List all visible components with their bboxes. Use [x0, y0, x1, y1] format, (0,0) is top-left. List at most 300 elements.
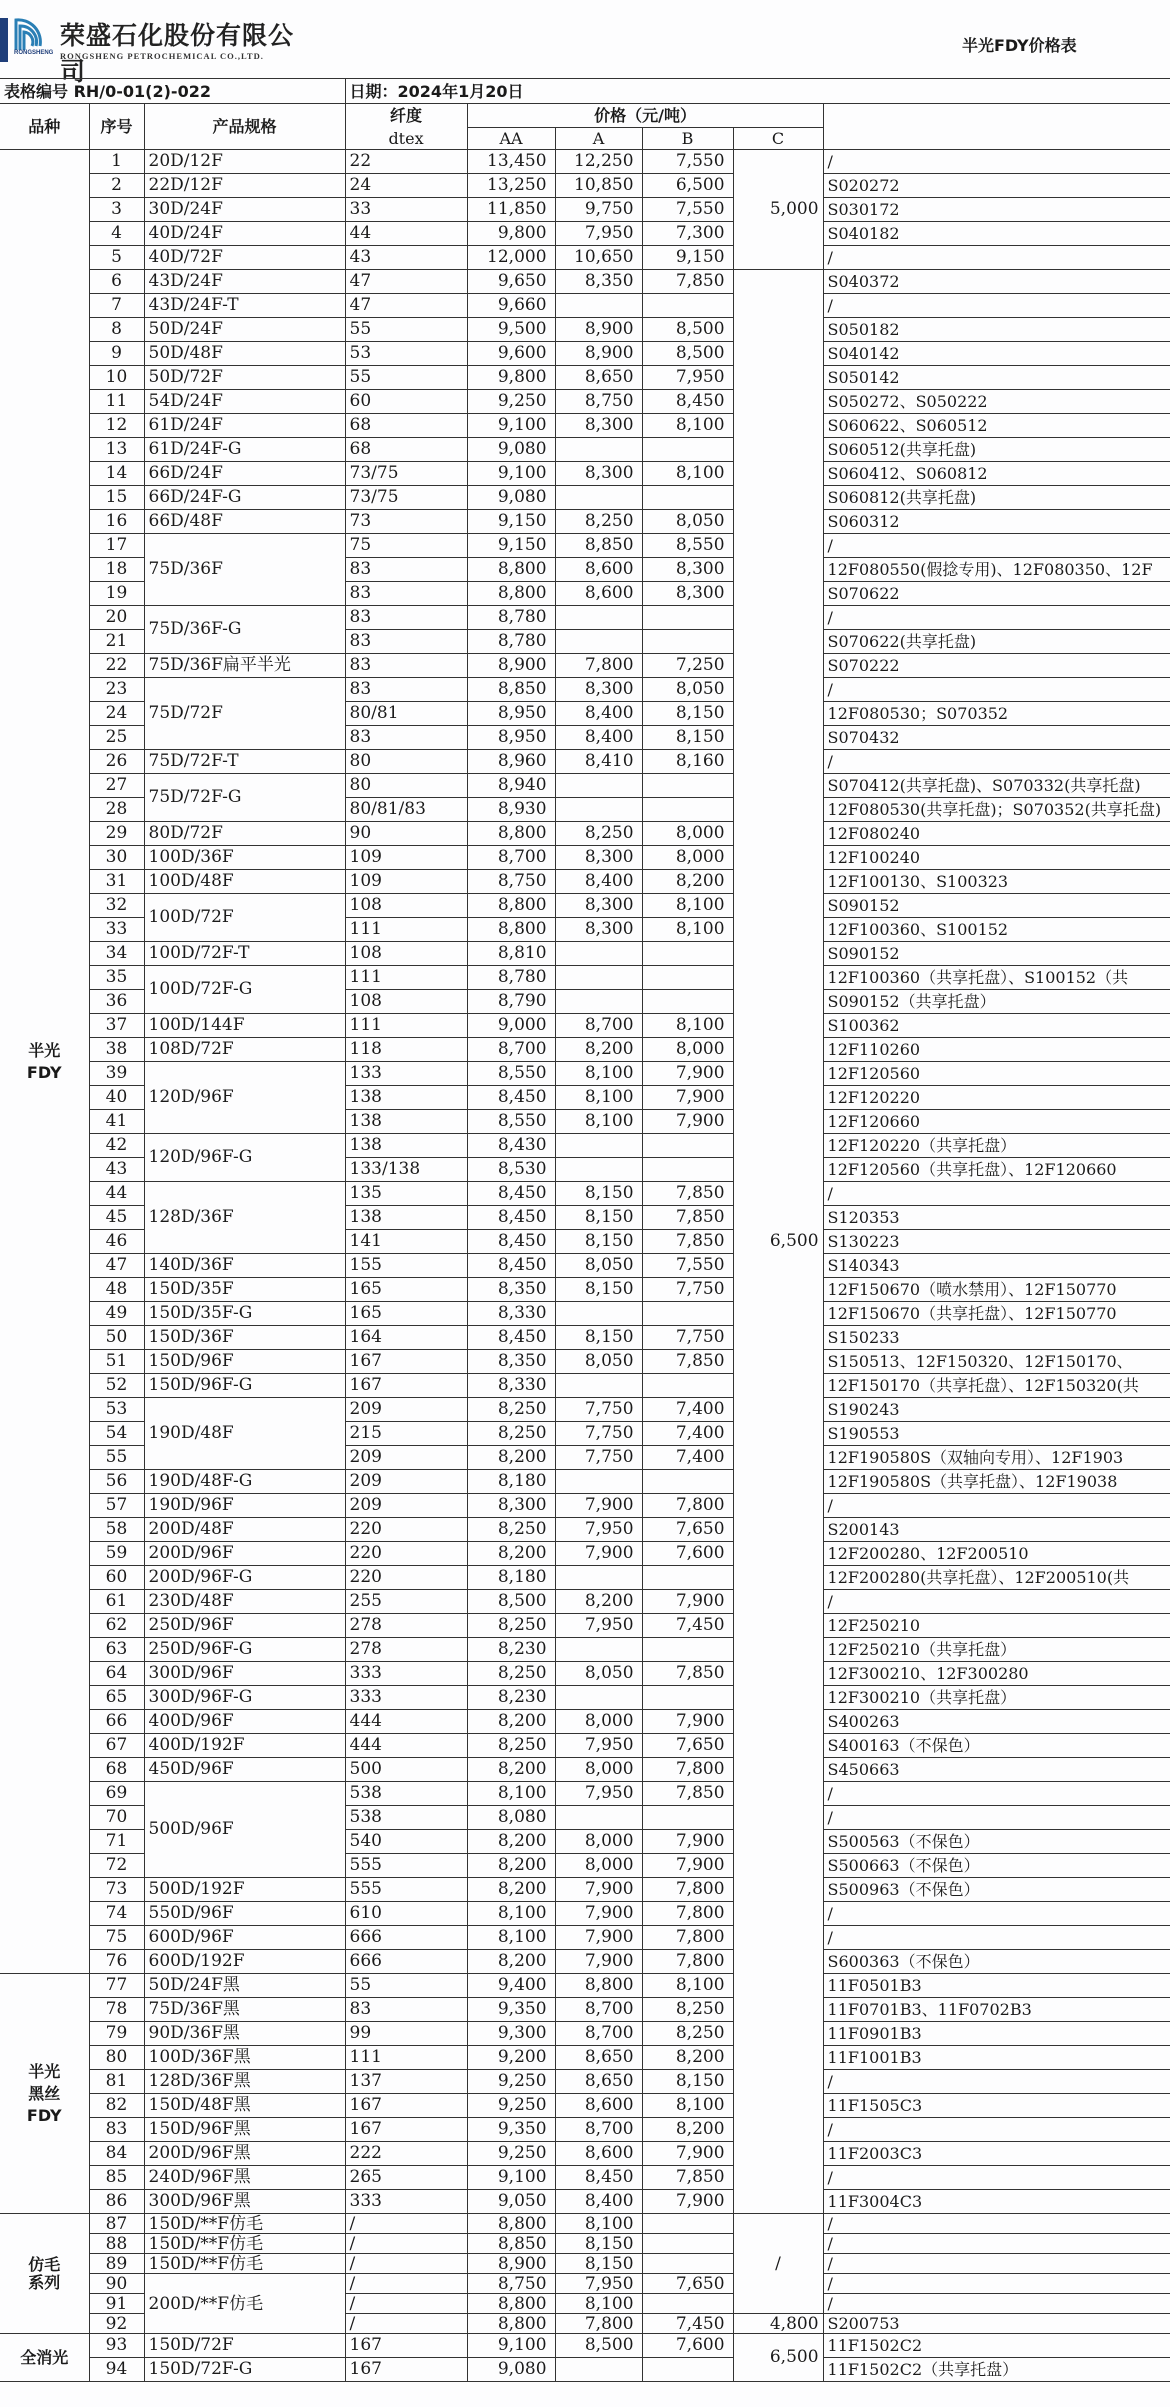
- batch-notes: S050142: [823, 366, 1170, 390]
- price-b: 8,550: [642, 534, 733, 558]
- batch-notes: S060812(共享托盘): [823, 486, 1170, 510]
- table-row: [0, 222, 1170, 246]
- price-aa: 8,450: [467, 1326, 555, 1350]
- price-b: [642, 1686, 733, 1710]
- batch-notes: 11F0501B3: [823, 1974, 1170, 1998]
- price-a: 8,150: [555, 1230, 642, 1254]
- price-aa: 8,900: [467, 654, 555, 678]
- price-aa: 8,800: [467, 582, 555, 606]
- batch-notes: 12F250210（共享托盘）: [823, 1638, 1170, 1662]
- price-b: [642, 774, 733, 798]
- price-b: [642, 2294, 733, 2314]
- batch-notes: 11F1505C3: [823, 2094, 1170, 2118]
- batch-notes: 12F080240: [823, 822, 1170, 846]
- batch-notes: S130223: [823, 1230, 1170, 1254]
- table-row: [0, 246, 1170, 270]
- row-number: 23: [89, 678, 144, 702]
- price-b: 8,500: [642, 318, 733, 342]
- table-row: [0, 318, 1170, 342]
- product-spec: 200D/96F: [144, 1542, 345, 1566]
- price-b: [642, 942, 733, 966]
- table-row: [0, 1926, 1170, 1950]
- row-number: 87: [89, 2214, 144, 2234]
- batch-notes: /: [823, 1494, 1170, 1518]
- row-number: 59: [89, 1542, 144, 1566]
- row-number: 86: [89, 2190, 144, 2214]
- dtex-value: 80: [345, 774, 467, 798]
- batch-notes: S400163（不保色）: [823, 1734, 1170, 1758]
- price-aa: 8,810: [467, 942, 555, 966]
- row-number: 45: [89, 1206, 144, 1230]
- dtex-value: 444: [345, 1734, 467, 1758]
- price-a: 8,300: [555, 894, 642, 918]
- batch-notes: 12F120220: [823, 1086, 1170, 1110]
- dtex-value: 209: [345, 1470, 467, 1494]
- price-b: 7,550: [642, 1254, 733, 1278]
- price-b: 8,100: [642, 462, 733, 486]
- row-number: 80: [89, 2046, 144, 2070]
- batch-notes: S090152（共享托盘）: [823, 990, 1170, 1014]
- price-aa: 8,700: [467, 846, 555, 870]
- row-number: 33: [89, 918, 144, 942]
- price-a: 8,450: [555, 2166, 642, 2190]
- product-spec: 600D/192F: [144, 1950, 345, 1974]
- table-row: [0, 2142, 1170, 2166]
- product-spec: 75D/36F-G: [144, 606, 345, 654]
- price-b: 7,800: [642, 1950, 733, 1974]
- dtex-value: 666: [345, 1950, 467, 1974]
- price-b: [642, 1566, 733, 1590]
- price-b: 8,000: [642, 1038, 733, 1062]
- price-a: 8,050: [555, 1254, 642, 1278]
- price-a: [555, 942, 642, 966]
- dtex-value: 155: [345, 1254, 467, 1278]
- dtex-value: 167: [345, 2358, 467, 2382]
- product-spec: 150D/35F: [144, 1278, 345, 1302]
- price-aa: 8,800: [467, 2214, 555, 2234]
- table-row: [0, 510, 1170, 534]
- row-number: 71: [89, 1830, 144, 1854]
- product-spec: 120D/96F: [144, 1062, 345, 1134]
- price-aa: 8,700: [467, 1038, 555, 1062]
- row-number: 92: [89, 2314, 144, 2334]
- price-aa: 9,100: [467, 2166, 555, 2190]
- price-a: [555, 1686, 642, 1710]
- row-number: 89: [89, 2254, 144, 2274]
- price-aa: 8,350: [467, 1350, 555, 1374]
- col-dtex-label: 纤度: [345, 104, 467, 128]
- row-number: 52: [89, 1374, 144, 1398]
- table-row: [0, 414, 1170, 438]
- row-number: 3: [89, 198, 144, 222]
- table-row: [0, 846, 1170, 870]
- dtex-value: /: [345, 2234, 467, 2254]
- row-number: 65: [89, 1686, 144, 1710]
- product-spec: 190D/96F: [144, 1494, 345, 1518]
- row-number: 91: [89, 2294, 144, 2314]
- price-aa: 8,500: [467, 1590, 555, 1614]
- batch-notes: 12F120660: [823, 1110, 1170, 1134]
- dtex-value: 138: [345, 1110, 467, 1134]
- price-a: [555, 438, 642, 462]
- dtex-value: 83: [345, 654, 467, 678]
- price-aa: 8,200: [467, 1854, 555, 1878]
- row-number: 7: [89, 294, 144, 318]
- product-spec: 100D/72F: [144, 894, 345, 942]
- price-b: 7,750: [642, 1278, 733, 1302]
- batch-notes: /: [823, 2294, 1170, 2314]
- table-row: [0, 2334, 1170, 2358]
- price-aa: 8,530: [467, 1158, 555, 1182]
- product-spec: 100D/72F-T: [144, 942, 345, 966]
- product-spec: 230D/48F: [144, 1590, 345, 1614]
- price-b: 8,250: [642, 1998, 733, 2022]
- dtex-value: 540: [345, 1830, 467, 1854]
- dtex-value: 33: [345, 198, 467, 222]
- batch-notes: 12F120560: [823, 1062, 1170, 1086]
- price-aa: 9,660: [467, 294, 555, 318]
- batch-notes: S050182: [823, 318, 1170, 342]
- dtex-value: 141: [345, 1230, 467, 1254]
- product-spec: 66D/24F-G: [144, 486, 345, 510]
- batch-notes: S020272: [823, 174, 1170, 198]
- price-a: 7,900: [555, 1926, 642, 1950]
- table-row: [0, 966, 1170, 990]
- price-aa: 9,800: [467, 366, 555, 390]
- batch-notes: S040372: [823, 270, 1170, 294]
- row-number: 85: [89, 2166, 144, 2190]
- row-number: 84: [89, 2142, 144, 2166]
- batch-notes: S040182: [823, 222, 1170, 246]
- table-row: [0, 1254, 1170, 1278]
- table-row: [0, 1566, 1170, 1590]
- price-a: [555, 798, 642, 822]
- price-a: 8,000: [555, 1710, 642, 1734]
- price-b: 7,850: [642, 1350, 733, 1374]
- dtex-value: 209: [345, 1494, 467, 1518]
- row-number: 44: [89, 1182, 144, 1206]
- batch-notes: S070622: [823, 582, 1170, 606]
- product-spec: 108D/72F: [144, 1038, 345, 1062]
- price-a: 8,150: [555, 2254, 642, 2274]
- price-b: 8,200: [642, 2118, 733, 2142]
- price-b: 7,650: [642, 1734, 733, 1758]
- table-row: [0, 1374, 1170, 1398]
- batch-notes: S400263: [823, 1710, 1170, 1734]
- batch-notes: S040142: [823, 342, 1170, 366]
- table-row: [0, 1302, 1170, 1326]
- price-b: [642, 438, 733, 462]
- table-row: [0, 750, 1170, 774]
- category-cell: 全消光: [0, 2334, 89, 2382]
- price-b: [642, 294, 733, 318]
- price-b: 7,600: [642, 2334, 733, 2358]
- dtex-value: 255: [345, 1590, 467, 1614]
- dtex-value: 73: [345, 510, 467, 534]
- product-spec: 50D/24F: [144, 318, 345, 342]
- price-a: 8,100: [555, 2294, 642, 2314]
- row-number: 50: [89, 1326, 144, 1350]
- price-aa: 8,250: [467, 1662, 555, 1686]
- price-a: 7,950: [555, 222, 642, 246]
- price-a: 8,600: [555, 582, 642, 606]
- price-b: 9,150: [642, 246, 733, 270]
- dtex-value: 90: [345, 822, 467, 846]
- batch-notes: 12F150670（共享托盘）、12F150770: [823, 1302, 1170, 1326]
- product-spec: 30D/24F: [144, 198, 345, 222]
- price-aa: 8,200: [467, 1758, 555, 1782]
- row-number: 26: [89, 750, 144, 774]
- price-aa: 12,000: [467, 246, 555, 270]
- price-a: 8,700: [555, 2022, 642, 2046]
- price-aa: 9,200: [467, 2046, 555, 2070]
- row-number: 4: [89, 222, 144, 246]
- dtex-value: 333: [345, 1662, 467, 1686]
- batch-notes: S150513、12F150320、12F150170、: [823, 1350, 1170, 1374]
- row-number: 34: [89, 942, 144, 966]
- price-a: 10,850: [555, 174, 642, 198]
- table-row: [0, 1902, 1170, 1926]
- batch-notes: /: [823, 1590, 1170, 1614]
- row-number: 16: [89, 510, 144, 534]
- table-row: [0, 1134, 1170, 1158]
- batch-notes: S140343: [823, 1254, 1170, 1278]
- row-number: 15: [89, 486, 144, 510]
- price-a: 12,250: [555, 150, 642, 174]
- price-b: 7,550: [642, 150, 733, 174]
- product-spec: 66D/24F: [144, 462, 345, 486]
- table-row: [0, 198, 1170, 222]
- price-aa: 8,100: [467, 1902, 555, 1926]
- dtex-value: 47: [345, 270, 467, 294]
- dtex-value: 167: [345, 2334, 467, 2358]
- price-aa: 8,950: [467, 702, 555, 726]
- dtex-value: 209: [345, 1398, 467, 1422]
- price-b: 8,100: [642, 2094, 733, 2118]
- price-b: 7,600: [642, 1542, 733, 1566]
- batch-notes: 12F200280、12F200510: [823, 1542, 1170, 1566]
- price-b: [642, 1806, 733, 1830]
- table-row: [0, 1782, 1170, 1806]
- price-aa: 8,250: [467, 1734, 555, 1758]
- product-spec: 75D/36F扁平半光: [144, 654, 345, 678]
- row-number: 20: [89, 606, 144, 630]
- price-a: 8,050: [555, 1662, 642, 1686]
- price-b: 7,800: [642, 1494, 733, 1518]
- batch-notes: /: [823, 2118, 1170, 2142]
- product-spec: 150D/**F仿毛: [144, 2254, 345, 2274]
- price-a: 7,800: [555, 2314, 642, 2334]
- row-number: 77: [89, 1974, 144, 1998]
- dtex-value: 167: [345, 1350, 467, 1374]
- table-row: [0, 654, 1170, 678]
- row-number: 5: [89, 246, 144, 270]
- product-spec: 22D/12F: [144, 174, 345, 198]
- product-spec: 54D/24F: [144, 390, 345, 414]
- product-spec: 20D/12F: [144, 150, 345, 174]
- batch-notes: /: [823, 1926, 1170, 1950]
- price-b: 7,850: [642, 270, 733, 294]
- dtex-value: 278: [345, 1614, 467, 1638]
- price-b: 8,450: [642, 390, 733, 414]
- batch-notes: S060412、S060812: [823, 462, 1170, 486]
- dtex-value: 73/75: [345, 462, 467, 486]
- price-aa: 9,800: [467, 222, 555, 246]
- price-aa: 13,250: [467, 174, 555, 198]
- price-a: [555, 294, 642, 318]
- batch-notes: /: [823, 1806, 1170, 1830]
- price-aa: 8,850: [467, 678, 555, 702]
- product-spec: 61D/24F-G: [144, 438, 345, 462]
- price-aa: 8,800: [467, 2314, 555, 2334]
- price-b: [642, 2358, 733, 2382]
- batch-notes: S200143: [823, 1518, 1170, 1542]
- row-number: 30: [89, 846, 144, 870]
- row-number: 39: [89, 1062, 144, 1086]
- price-a: 8,150: [555, 1182, 642, 1206]
- column-header-row: [0, 104, 1170, 128]
- price-a: 7,750: [555, 1398, 642, 1422]
- table-row: [0, 1590, 1170, 1614]
- batch-notes: S190243: [823, 1398, 1170, 1422]
- row-number: 13: [89, 438, 144, 462]
- price-b: 8,050: [642, 678, 733, 702]
- product-spec: 75D/36F: [144, 534, 345, 606]
- price-b: 7,850: [642, 1230, 733, 1254]
- price-a: [555, 1638, 642, 1662]
- batch-notes: 12F300210、12F300280: [823, 1662, 1170, 1686]
- row-number: 11: [89, 390, 144, 414]
- price-a: [555, 1470, 642, 1494]
- product-spec: 150D/96F黑: [144, 2118, 345, 2142]
- product-spec: 150D/**F仿毛: [144, 2214, 345, 2234]
- batch-notes: /: [823, 1182, 1170, 1206]
- product-spec: 200D/96F-G: [144, 1566, 345, 1590]
- row-number: 12: [89, 414, 144, 438]
- dtex-value: 500: [345, 1758, 467, 1782]
- price-a: [555, 630, 642, 654]
- price-aa: 8,300: [467, 1494, 555, 1518]
- product-spec: 43D/24F: [144, 270, 345, 294]
- batch-notes: S030172: [823, 198, 1170, 222]
- price-b: 8,000: [642, 822, 733, 846]
- batch-notes: S060512(共享托盘): [823, 438, 1170, 462]
- product-spec: 200D/96F黑: [144, 2142, 345, 2166]
- price-a: 7,950: [555, 1782, 642, 1806]
- row-number: 10: [89, 366, 144, 390]
- table-row: [0, 270, 1170, 294]
- table-row: [0, 2214, 1170, 2234]
- table-row: [0, 2118, 1170, 2142]
- price-b: 7,900: [642, 1830, 733, 1854]
- product-spec: 50D/72F: [144, 366, 345, 390]
- batch-notes: S050272、S050222: [823, 390, 1170, 414]
- price-a: 8,650: [555, 2070, 642, 2094]
- price-b: 7,950: [642, 366, 733, 390]
- dtex-value: 80: [345, 750, 467, 774]
- batch-notes: S200753: [823, 2314, 1170, 2334]
- price-b: [642, 2254, 733, 2274]
- row-number: 78: [89, 1998, 144, 2022]
- batch-notes: S060622、S060512: [823, 414, 1170, 438]
- price-a: [555, 1158, 642, 1182]
- price-b: 7,650: [642, 2274, 733, 2294]
- batch-notes: S090152: [823, 894, 1170, 918]
- price-aa: 8,230: [467, 1686, 555, 1710]
- price-a: 8,000: [555, 1854, 642, 1878]
- product-spec: 150D/35F-G: [144, 1302, 345, 1326]
- price-c: 6,500: [733, 270, 823, 2214]
- dtex-value: 133: [345, 1062, 467, 1086]
- dtex-value: 83: [345, 726, 467, 750]
- product-spec: 100D/48F: [144, 870, 345, 894]
- table-row: [0, 2234, 1170, 2254]
- row-number: 37: [89, 1014, 144, 1038]
- price-b: [642, 1302, 733, 1326]
- row-number: 55: [89, 1446, 144, 1470]
- dtex-value: 138: [345, 1206, 467, 1230]
- table-row: [0, 1686, 1170, 1710]
- batch-notes: S060312: [823, 510, 1170, 534]
- price-aa: 8,250: [467, 1614, 555, 1638]
- row-number: 51: [89, 1350, 144, 1374]
- price-aa: 8,800: [467, 2294, 555, 2314]
- product-spec: 100D/72F-G: [144, 966, 345, 1014]
- product-spec: 150D/72F-G: [144, 2358, 345, 2382]
- price-b: [642, 1158, 733, 1182]
- table-row: [0, 1038, 1170, 1062]
- logo-bar-icon: [0, 18, 8, 62]
- price-b: [642, 798, 733, 822]
- table-row: [0, 1518, 1170, 1542]
- product-spec: 150D/**F仿毛: [144, 2234, 345, 2254]
- price-aa: 8,250: [467, 1422, 555, 1446]
- dtex-value: 137: [345, 2070, 467, 2094]
- row-number: 29: [89, 822, 144, 846]
- price-a: [555, 966, 642, 990]
- price-a: [555, 486, 642, 510]
- row-number: 93: [89, 2334, 144, 2358]
- table-row: [0, 438, 1170, 462]
- table-row: [0, 366, 1170, 390]
- price-aa: 8,550: [467, 1110, 555, 1134]
- row-number: 21: [89, 630, 144, 654]
- price-aa: 8,780: [467, 966, 555, 990]
- price-aa: 8,780: [467, 606, 555, 630]
- price-b: 7,850: [642, 1206, 733, 1230]
- dtex-value: 108: [345, 894, 467, 918]
- price-a: 8,600: [555, 2142, 642, 2166]
- dtex-value: 215: [345, 1422, 467, 1446]
- dtex-value: 209: [345, 1446, 467, 1470]
- dtex-value: 138: [345, 1134, 467, 1158]
- price-aa: 8,200: [467, 1446, 555, 1470]
- dtex-value: 265: [345, 2166, 467, 2190]
- category-cell: 半光 黑丝 FDY: [0, 1974, 89, 2214]
- dtex-value: /: [345, 2274, 467, 2294]
- price-aa: 9,350: [467, 1998, 555, 2022]
- price-aa: 8,250: [467, 1398, 555, 1422]
- batch-notes: /: [823, 1902, 1170, 1926]
- dtex-value: 55: [345, 366, 467, 390]
- row-number: 57: [89, 1494, 144, 1518]
- price-aa: 8,780: [467, 630, 555, 654]
- batch-notes: /: [823, 2214, 1170, 2234]
- price-aa: 8,450: [467, 1086, 555, 1110]
- price-a: 7,900: [555, 1494, 642, 1518]
- table-row: [0, 2358, 1170, 2382]
- dtex-value: 83: [345, 630, 467, 654]
